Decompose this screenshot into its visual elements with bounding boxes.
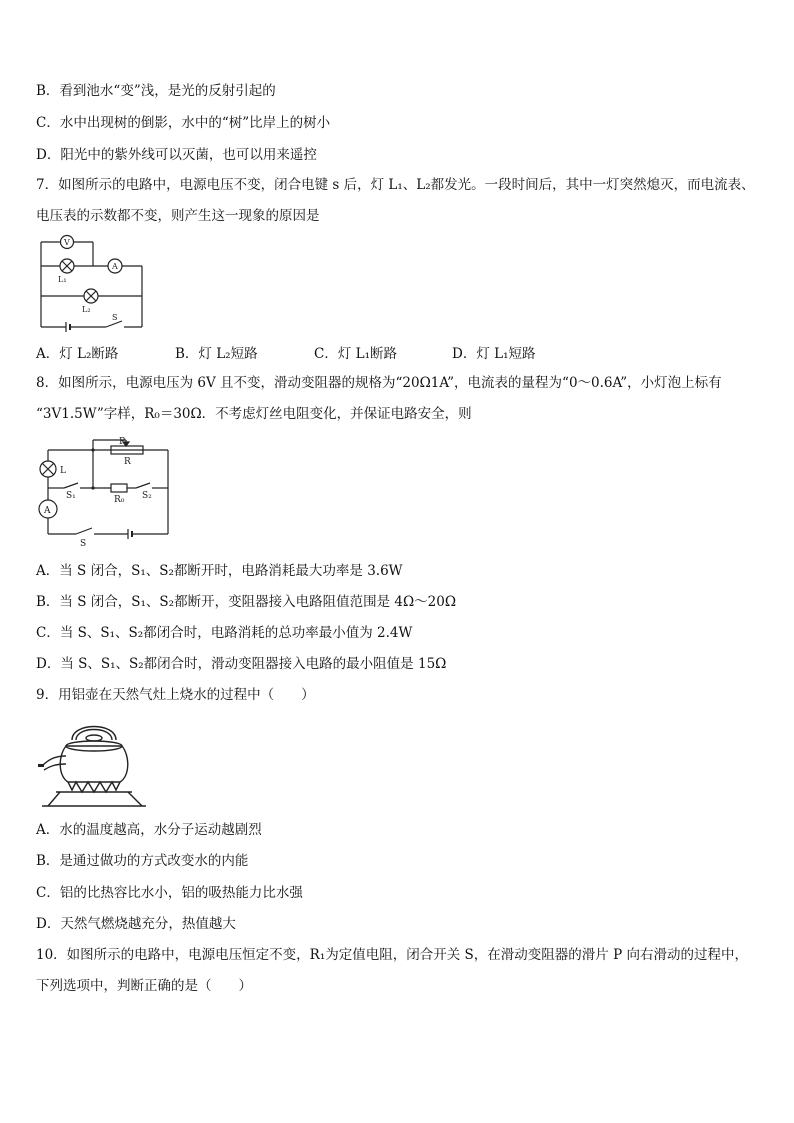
q8-s1-label: S₁ <box>66 491 76 501</box>
q7-option-a: A．灯 L₂断路 <box>36 346 119 362</box>
q9-option-d: D．天然气燃烧越充分，热值越大 <box>36 916 236 932</box>
q7-options <box>36 342 756 360</box>
q8-stem-line1: 8．如图所示，电源电压为 6V 且不变，滑动变阻器的规格为“20Ω1A”，电流表的量程为“0～0.6A”，小灯泡上标有 <box>36 375 722 391</box>
q9-option-c: C．铝的比热容比水小，铝的吸热能力比水强 <box>36 885 303 901</box>
q8-option-c: C．当 S、S₁、S₂都闭合时，电路消耗的总功率最小值为 2.4W <box>36 625 413 641</box>
q8-stem-line2: “3V1.5W”字样，R₀＝30Ω．不考虑灯丝电阻变化，并保证电路安全，则 <box>36 406 472 422</box>
q10-stem-line1: 10．如图所示的电路中，电源电压恒定不变，R₁为定值电阻，闭合开关 S，在滑动变阻器的滑片 P 向右滑动的过程中， <box>36 947 748 963</box>
q8-s2-label: S₂ <box>142 491 152 501</box>
q7-stem-line1: 7．如图所示的电路中，电源电压不变，闭合电键 s 后，灯 L₁、L₂都发光。一段时间后，其中一灯突然熄灭，而电流表、 <box>36 177 755 193</box>
q8-lamp-label: L <box>60 466 66 476</box>
q7-voltmeter-label: V <box>64 238 70 247</box>
q8-r0-label: R₀ <box>114 495 125 505</box>
q8-switch-label: S <box>80 539 87 548</box>
q6-option-b: B．看到池水“变”浅，是光的反射引起的 <box>36 83 276 99</box>
q7-lamp1-label: L₁ <box>58 275 67 284</box>
q9-option-a: A．水的温度越高，水分子运动越剧烈 <box>36 822 262 838</box>
q8-option-a: A．当 S 闭合，S₁、S₂都断开时，电路消耗最大功率是 3.6W <box>36 563 403 579</box>
q8-circuit-diagram <box>36 436 171 548</box>
q8-option-d: D．当 S、S₁、S₂都闭合时，滑动变阻器接入电路的最小阻值是 15Ω <box>36 656 447 672</box>
q7-option-b: B．灯 L₂短路 <box>175 346 258 362</box>
q7-ammeter-label: A <box>112 262 118 271</box>
q7-lamp2-label: L₂ <box>82 305 91 314</box>
q8-slider-label: P <box>119 437 126 447</box>
q9-kettle-on-stove-figure <box>38 716 150 810</box>
q7-option-d: D．灯 L₁短路 <box>452 346 536 362</box>
q8-rheostat-label: R <box>124 457 131 467</box>
q6-option-c: C．水中出现树的倒影，水中的“树”比岸上的树小 <box>36 115 331 131</box>
q9-stem: 9．用铝壶在天然气灶上烧水的过程中（ ） <box>36 687 315 703</box>
q9-option-b: B．是通过做功的方式改变水的内能 <box>36 853 249 869</box>
q7-switch-label: S <box>112 313 118 322</box>
q7-circuit-diagram <box>38 232 148 332</box>
q10-stem-line2: 下列选项中，判断正确的是（ ） <box>36 978 252 994</box>
q6-option-d: D．阳光中的紫外线可以灭菌，也可以用来遥控 <box>36 147 317 163</box>
q8-option-b: B．当 S 闭合，S₁、S₂都断开，变阻器接入电路阻值范围是 4Ω～20Ω <box>36 594 457 610</box>
q7-stem-line2: 电压表的示数都不变，则产生这一现象的原因是 <box>36 208 320 224</box>
q7-option-c: C．灯 L₁断路 <box>314 346 397 362</box>
q8-ammeter-label: A <box>44 506 51 516</box>
